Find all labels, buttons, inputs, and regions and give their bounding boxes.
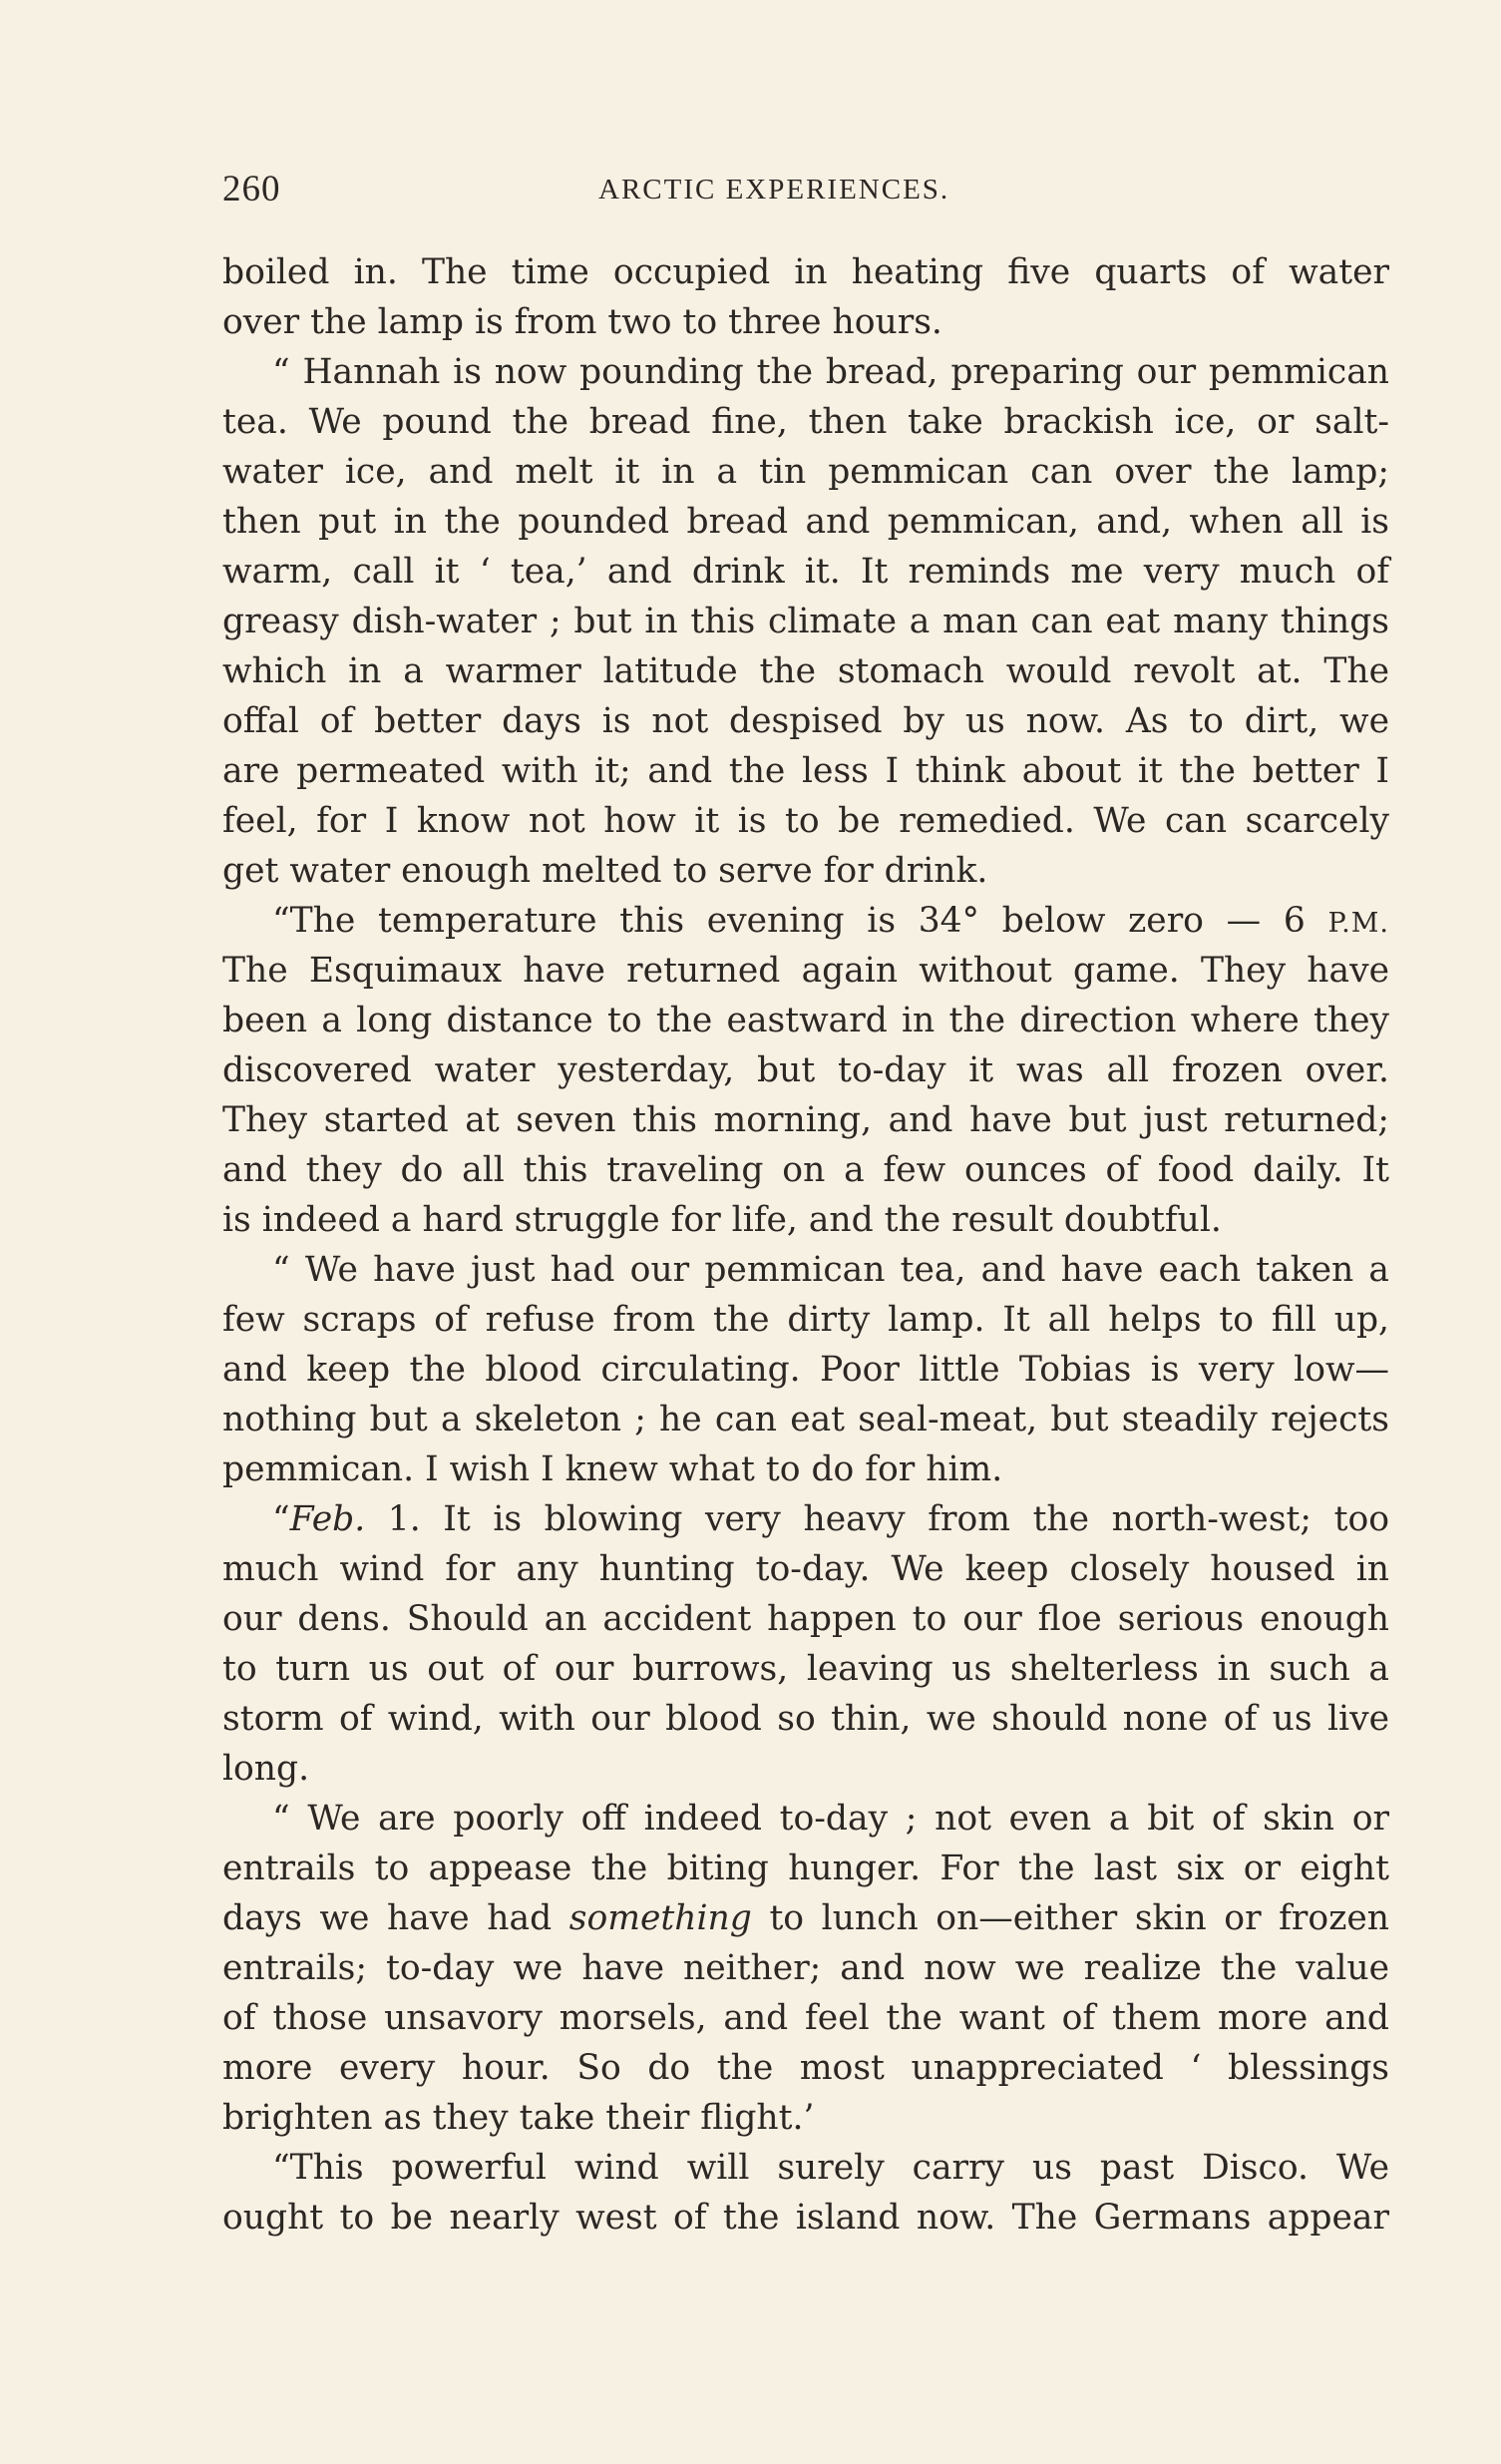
italic-word: something <box>568 1898 752 1938</box>
text-line: then put in the pounded bread and pemmican, and, when all is <box>222 502 1389 542</box>
text-line: much wind for any hunting to-day. We keep closely housed in <box>222 1549 1389 1589</box>
text-line: more every hour. So do the most unappreciated ‘ blessings <box>222 2048 1389 2088</box>
text-line: brighten as they take their flight.’ <box>222 2098 815 2138</box>
text-line: water ice, and melt it in a tin pemmican can over the lamp; <box>222 452 1389 492</box>
date-abbreviation: Feb. <box>289 1499 366 1539</box>
text-line: ought to be nearly west of the island now. The Germans appear <box>222 2198 1389 2238</box>
running-head <box>222 168 1389 217</box>
text-segment: “ <box>272 1499 290 1539</box>
text-line: to turn us out of our burrows, leaving us shelterless in such a <box>222 1649 1389 1689</box>
text-line: They started at seven this morning, and have but just returned; <box>222 1100 1389 1140</box>
text-line: of those unsavory morsels, and feel the want of them more and <box>222 1998 1389 2038</box>
text-line: our dens. Should an accident happen to our floe serious enough <box>222 1599 1389 1639</box>
text-line: feel, for I know not how it is to be remedied. We can scarcely <box>222 801 1389 841</box>
running-title: ARCTIC EXPERIENCES. <box>598 174 950 205</box>
text-line: get water enough melted to serve for drink. <box>222 851 988 891</box>
text-line: warm, call it ‘ tea,’ and drink it. It reminds me very much of <box>222 552 1389 592</box>
text-line: and keep the blood circulating. Poor little Tobias is very low— <box>222 1350 1389 1390</box>
text-segment: “The temperature this evening is 34° below zero — 6 <box>272 901 1306 941</box>
text-segment: to lunch on—either skin or frozen <box>769 1898 1390 1938</box>
text-line: long. <box>222 1749 310 1789</box>
text-line: The Esquimaux have returned again without game. They have <box>222 951 1389 991</box>
text-line: pemmican. I wish I knew what to do for him. <box>222 1449 1003 1489</box>
body-text <box>222 247 1389 2243</box>
text-line: boiled in. The time occupied in heating five quarts of water <box>222 252 1389 292</box>
text-line <box>222 1893 1389 1943</box>
text-segment: 1. It is blowing very heavy from the north-west; too <box>387 1499 1390 1539</box>
text-line: offal of better days is not despised by us now. As to dirt, we <box>222 701 1389 741</box>
text-line: “ We have just had our pemmican tea, and have each taken a <box>272 1250 1389 1290</box>
text-line: tea. We pound the bread fine, then take brackish ice, or salt- <box>222 402 1389 442</box>
page-number: 260 <box>222 169 281 209</box>
text-line: entrails; to-day we have neither; and now we realize the value <box>222 1948 1389 1988</box>
text-line: “ Hannah is now pounding the bread, preparing our pemmican <box>272 352 1389 392</box>
text-line: is indeed a hard struggle for life, and the result doubtful. <box>222 1200 1222 1240</box>
text-line: few scraps of refuse from the dirty lamp. It all helps to fill up, <box>222 1300 1389 1340</box>
text-line <box>222 896 1389 946</box>
text-line: entrails to appease the biting hunger. For the last six or eight <box>222 1848 1389 1888</box>
text-line: “ We are poorly off indeed to-day ; not even a bit of skin or <box>272 1799 1389 1839</box>
text-line: “This powerful wind will surely carry us past Disco. We <box>272 2148 1389 2188</box>
text-line: are permeated with it; and the less I think about it the better I <box>222 751 1389 791</box>
text-line: nothing but a skeleton ; he can eat seal-meat, but steadily rejects <box>222 1400 1389 1439</box>
text-line <box>222 1494 1389 1544</box>
time-abbreviation: P.M. <box>1327 908 1389 939</box>
text-line: storm of wind, with our blood so thin, we should none of us live <box>222 1699 1389 1739</box>
text-line: which in a warmer latitude the stomach would revolt at. The <box>222 651 1389 691</box>
text-line: over the lamp is from two to three hours. <box>222 302 942 342</box>
text-line: greasy dish-water ; but in this climate a man can eat many things <box>222 602 1389 641</box>
text-line: discovered water yesterday, but to-day it was all frozen over. <box>222 1050 1389 1090</box>
text-segment: days we have had <box>222 1898 553 1938</box>
text-line: been a long distance to the eastward in the direction where they <box>222 1001 1389 1040</box>
text-line: and they do all this traveling on a few ounces of food daily. It <box>222 1150 1389 1190</box>
